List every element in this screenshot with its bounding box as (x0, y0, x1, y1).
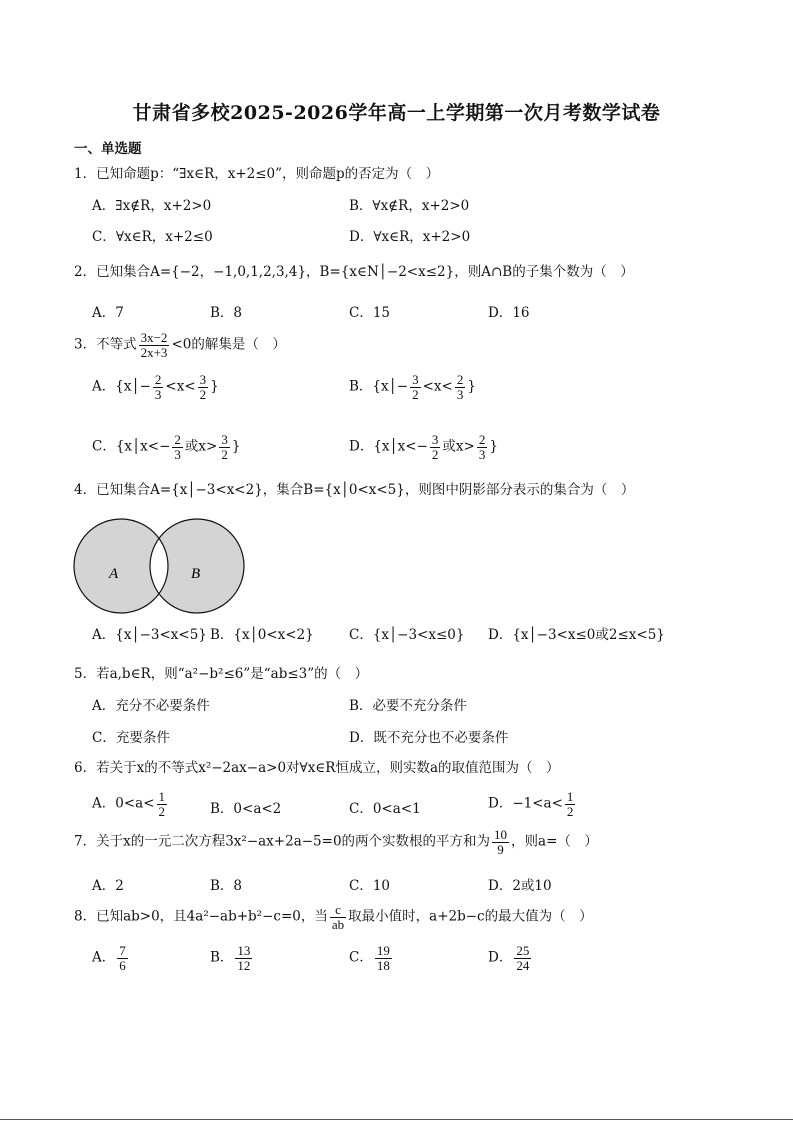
q6a-pre: A．0<a< (92, 795, 155, 812)
q8a-frac-num: 7 (119, 943, 126, 958)
q3-suffix: <0的解集是（ ） (171, 336, 286, 353)
q2-option-d: D．16 (488, 305, 530, 321)
q8c-frac-num: 19 (376, 943, 390, 958)
question-7-stem (74, 828, 598, 856)
q3-option-b (349, 373, 476, 401)
q7-option-d: D．2或10 (488, 878, 552, 894)
q3a-mid: <x< (165, 378, 196, 395)
q3c-frac1 (172, 433, 183, 461)
q6a-frac (157, 790, 168, 818)
q3b-frac2 (455, 373, 466, 401)
q3d-frac2-den: 3 (478, 446, 486, 462)
venn-label-a: A (109, 566, 119, 582)
q3b-frac1-den: 2 (412, 386, 419, 402)
q3c-frac2-den: 2 (221, 446, 228, 462)
question-4-stem: 4．已知集合A={x│−3<x<2}，集合B={x│0<x<5}，则图中阴影部分表示的集合为（ ） (74, 482, 635, 498)
question-1-stem: 1．已知命题p：“∃x∈R，x+2≤0”，则命题p的否定为（ ） (74, 166, 440, 182)
q8c-frac (375, 944, 392, 972)
q3-fraction (139, 331, 170, 359)
q2-option-b: B．8 (210, 305, 243, 321)
q8-stem-post: 取最小值时，a+2b−c的最大值为（ ） (348, 908, 593, 925)
q8-option-c (349, 944, 394, 972)
q3b-frac1-num: 3 (412, 372, 419, 387)
question-3-stem (74, 331, 286, 359)
q3d-frac2-num: 2 (478, 432, 486, 447)
q3b-post: } (467, 378, 476, 395)
q8a-frac-den: 6 (119, 957, 126, 973)
q1-option-a: A．∃x∉R，x+2>0 (92, 198, 212, 214)
q7-stem-post: ，则a=（ ） (511, 833, 598, 850)
q2-option-c: C．15 (349, 305, 391, 321)
q3b-frac2-den: 3 (456, 386, 464, 402)
q3c-mid: 或x> (184, 438, 218, 455)
q8-frac-num: c (330, 903, 346, 918)
q3-fraction-den: 2x+3 (140, 344, 168, 360)
q3a-frac1 (153, 373, 164, 401)
q3c-frac1-num: 2 (174, 432, 181, 447)
q6d-frac-num: 1 (566, 789, 574, 804)
q3d-post: } (489, 438, 498, 455)
q3a-frac2 (198, 373, 209, 401)
q3a-post: } (210, 378, 219, 395)
q2-option-a: A．7 (92, 305, 124, 321)
q3c-frac2 (219, 433, 230, 461)
q1-option-b: B．∀x∉R，x+2>0 (349, 198, 470, 214)
q3c-frac1-den: 3 (174, 446, 181, 462)
q8-option-b (210, 944, 254, 972)
q5-option-b: B．必要不充分条件 (349, 698, 467, 714)
venn-label-b: B (191, 566, 201, 582)
q8a-frac (117, 944, 128, 972)
q6a-frac-num: 1 (158, 789, 166, 804)
q3d-frac1-den: 2 (431, 446, 439, 462)
q3d-pre: D．{x│x<− (349, 438, 428, 455)
q4-option-b: B．{x│0<x<2} (210, 627, 314, 643)
q3d-mid: 或x> (442, 438, 475, 455)
q5-option-d: D．既不充分也不必要条件 (349, 730, 509, 746)
q3d-frac1 (430, 433, 441, 461)
q3b-pre: B．{x│− (349, 378, 409, 395)
q6d-frac (565, 790, 576, 818)
q3d-frac1-num: 3 (431, 432, 439, 447)
q5-option-c: C．充要条件 (92, 730, 170, 746)
q8d-frac-den: 24 (516, 957, 530, 973)
q8c-pre: C． (349, 949, 373, 966)
q3a-frac1-den: 3 (154, 386, 162, 402)
q3b-frac1 (410, 373, 421, 401)
q5-option-a: A．充分不必要条件 (92, 698, 210, 714)
q3d-frac2 (477, 433, 488, 461)
q4-option-c: C．{x│−3<x≤0} (349, 627, 465, 643)
q8-option-a (92, 944, 130, 972)
q3c-frac2-num: 3 (221, 432, 228, 447)
q8a-pre: A． (92, 949, 116, 966)
q1-option-c: C．∀x∈R，x+2≤0 (92, 229, 213, 245)
q1-option-d: D．∀x∈R，x+2>0 (349, 229, 471, 245)
q6a-frac-den: 2 (158, 803, 166, 819)
question-6-stem: 6．若关于x的不等式x²−2ax−a>0对∀x∈R恒成立，则实数a的取值范围为（ ） (74, 760, 560, 776)
q7-frac (492, 828, 509, 856)
q7-option-b: B．8 (210, 878, 243, 894)
q7-frac-num: 10 (494, 827, 508, 842)
venn-diagram (72, 516, 248, 616)
q7-frac-den: 9 (497, 841, 504, 857)
q3-option-c (92, 433, 240, 461)
q7-stem-pre: 7．关于x的一元二次方程3x²−ax+2a−5=0的两个实数根的平方和为 (74, 833, 491, 850)
q8b-frac-num: 13 (237, 943, 251, 958)
q3b-frac2-num: 2 (456, 372, 464, 387)
q3-fraction-num: 3x−2 (140, 330, 168, 345)
q6-option-b: B．0<a<2 (210, 801, 282, 817)
q7-option-a: A．2 (92, 878, 124, 894)
q4-option-a: A．{x│−3<x<5} (92, 627, 207, 643)
q3-option-d (349, 433, 498, 461)
q3a-frac2-num: 3 (199, 372, 207, 387)
q8c-frac-den: 18 (376, 957, 390, 973)
question-8-stem (74, 903, 593, 931)
question-5-stem: 5．若a,b∈R，则“a²−b²≤6”是“ab≤3”的（ ） (74, 666, 369, 682)
q8d-frac (514, 944, 531, 972)
q3-option-a (92, 373, 219, 401)
q6-option-d (488, 790, 577, 818)
q4-option-d: D．{x│−3<x≤0或2≤x<5} (488, 627, 665, 643)
q8-stem-pre: 8．已知ab>0，且4a²−ab+b²−c=0，当 (74, 908, 328, 925)
q8b-pre: B． (210, 949, 234, 966)
q6-option-a (92, 790, 169, 818)
q3b-mid: <x< (422, 378, 453, 395)
q8-frac-den: ab (331, 916, 345, 932)
q8b-frac-den: 12 (237, 957, 251, 973)
q6d-frac-den: 2 (566, 803, 574, 819)
q6-option-c: C．0<a<1 (349, 801, 421, 817)
q8d-pre: D． (488, 949, 513, 966)
q8-option-d (488, 944, 533, 972)
q7-option-c: C．10 (349, 878, 391, 894)
question-2-stem: 2．已知集合A={−2，−1,0,1,2,3,4}，B={x∈N│−2<x≤2}，则A∩B的子集个数为（ ） (74, 264, 634, 280)
q3a-pre: A．{x│− (92, 378, 151, 395)
q3-prefix: 3．不等式 (74, 336, 137, 353)
page-bottom-rule (0, 1119, 793, 1120)
q3c-post: } (231, 438, 241, 455)
section-heading: 一、单选题 (74, 141, 142, 157)
page-title: 甘肃省多校2025-2026学年高一上学期第一次月考数学试卷 (132, 102, 661, 124)
q3c-pre: C．{x│x<− (92, 438, 171, 455)
q3a-frac1-num: 2 (154, 372, 162, 387)
q8d-frac-num: 25 (516, 943, 530, 958)
q8b-frac (235, 944, 252, 972)
q6d-pre: D．−1<a< (488, 795, 563, 812)
q3a-frac2-den: 2 (199, 386, 207, 402)
q8-frac (330, 903, 346, 931)
